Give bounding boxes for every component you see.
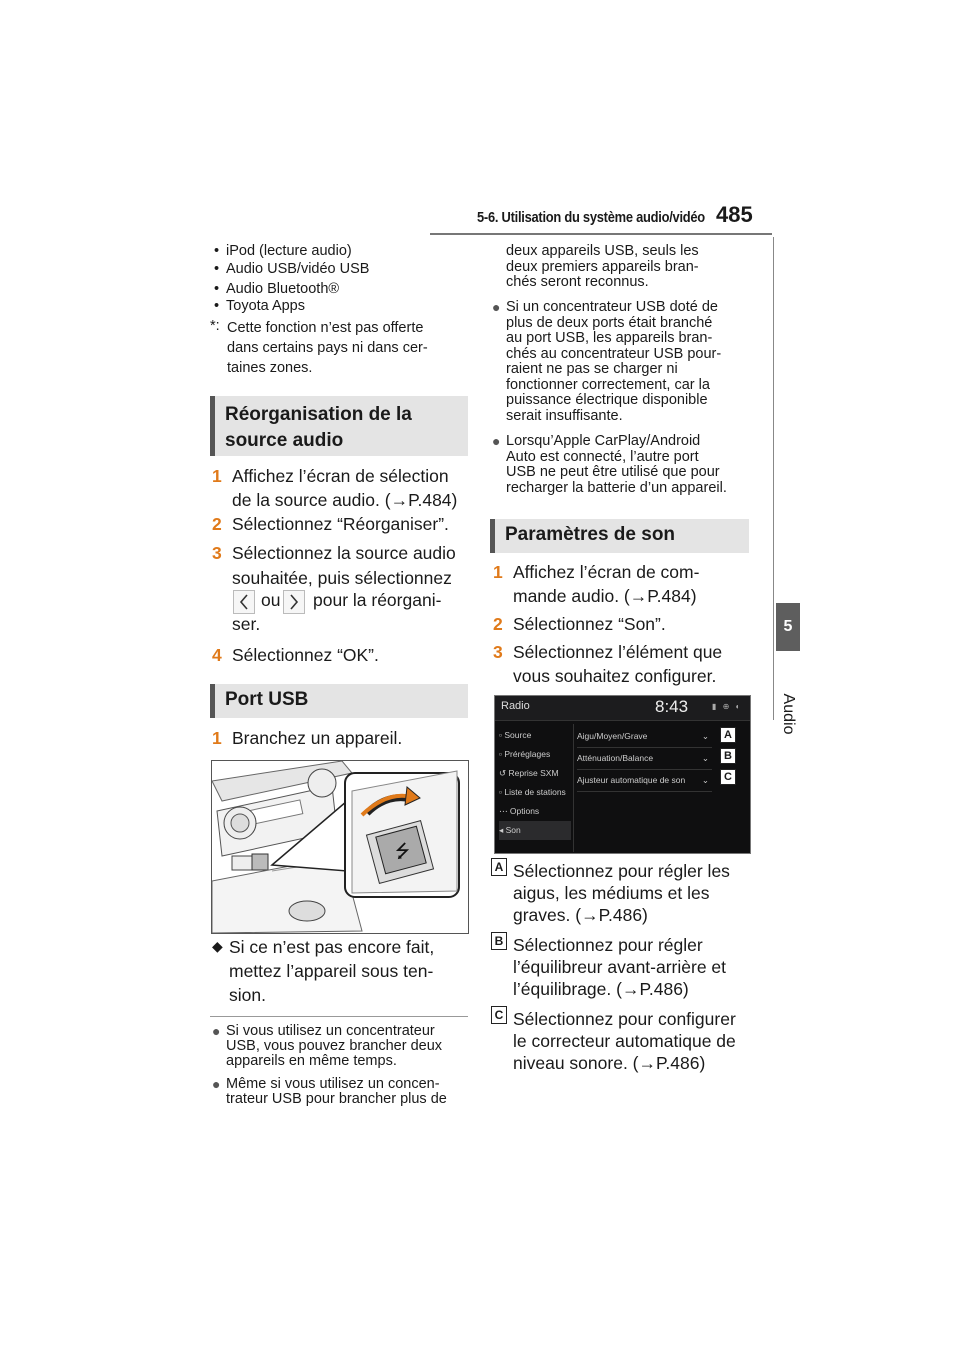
section-heading-reorganisation (210, 396, 468, 456)
diamond-bullet-icon: ◆ (212, 938, 223, 954)
header-rule (430, 233, 772, 235)
section-heading-usb: Port USB (210, 684, 468, 718)
list-item: • Toyota Apps (214, 298, 305, 314)
heading-line: source audio (225, 430, 344, 451)
callout-c-text: Sélectionnez pour configurer le correcteur automatique de niveau sonore. (→P.486) (513, 1009, 736, 1073)
callout-a-text: Sélectionnez pour régler les aigus, les médiums et les graves. (→P.486) (513, 861, 730, 925)
screen-title: Radio (501, 700, 530, 712)
inline-text: ser. (232, 614, 261, 634)
callout-a: A (720, 727, 736, 743)
status-icons: ▮ ⊕ ◐ (712, 702, 743, 711)
callout-c: C (720, 769, 736, 785)
footnote-line: Cette fonction n’est pas offerte (227, 320, 424, 336)
section-heading-son: Paramètres de son (490, 519, 749, 553)
heading-line: Réorganisation de la (225, 404, 412, 425)
list-item: • iPod (lecture audio) (214, 243, 352, 259)
list-item: • Audio Bluetooth® (214, 281, 340, 297)
chapter-number-tab: 5 (776, 603, 800, 651)
callout-b-label: B (491, 932, 507, 950)
menu-item-source[interactable]: ▫ Source (499, 730, 532, 740)
option-ajusteur[interactable]: Ajusteur automatique de son ⌄ (577, 770, 712, 792)
usb-note: Si ce n’est pas encore fait, mettez l’appareil sous ten- sion. (229, 937, 435, 1005)
footnote-mark: *: (210, 318, 220, 334)
note-continuation: deux appareils USB, seuls les deux premiers appareils bran- chés seront reconnus. (506, 243, 699, 290)
inline-text-ou: ou (261, 590, 281, 610)
side-tab-rule (773, 237, 774, 720)
menu-item-options[interactable]: ⋯ Options (499, 806, 540, 816)
running-header-section: 5-6. Utilisation du système audio/vidéo (477, 209, 705, 226)
sound-options (577, 726, 712, 792)
screen-clock: 8:43 (655, 697, 689, 716)
svg-text:⭍: ⭍ (395, 841, 410, 862)
menu-item-presets[interactable]: ▫ Préréglages (499, 749, 551, 759)
menu-item-stations[interactable]: ▫ Liste de stations (499, 787, 566, 797)
option-aigu[interactable]: Aigu/Moyen/Grave ⌄ (577, 726, 712, 748)
callout-b-text: Sélectionnez pour régler l’équilibreur avant-arrière et l’équilibrage. (→P.486) (513, 935, 727, 999)
chevron-right-icon (283, 590, 305, 614)
chapter-label-text: Audio (780, 693, 797, 735)
menu-item-replay[interactable]: ↺ Reprise SXM (499, 768, 559, 778)
audio-settings-screen (494, 695, 751, 854)
footnote-line: dans certains pays ni dans cer- (227, 340, 428, 356)
callout-c-label: C (491, 1006, 507, 1024)
option-attenuation[interactable]: Atténuation/Balance ⌄ (577, 748, 712, 770)
callout-a-label: A (491, 858, 507, 876)
separator (210, 1016, 468, 1017)
page-number: 485 (716, 202, 753, 227)
callout-b: B (720, 748, 736, 764)
chapter-label (776, 684, 800, 744)
chevron-left-icon (233, 590, 255, 614)
list-item: • Audio USB/vidéo USB (214, 261, 370, 277)
inline-text: pour la réorgani- (313, 590, 442, 610)
footnote-line: taines zones. (227, 360, 313, 376)
screen-menu (499, 726, 571, 840)
usb-port-illustration (211, 760, 469, 934)
menu-item-son[interactable]: ◂ Son (499, 821, 571, 840)
